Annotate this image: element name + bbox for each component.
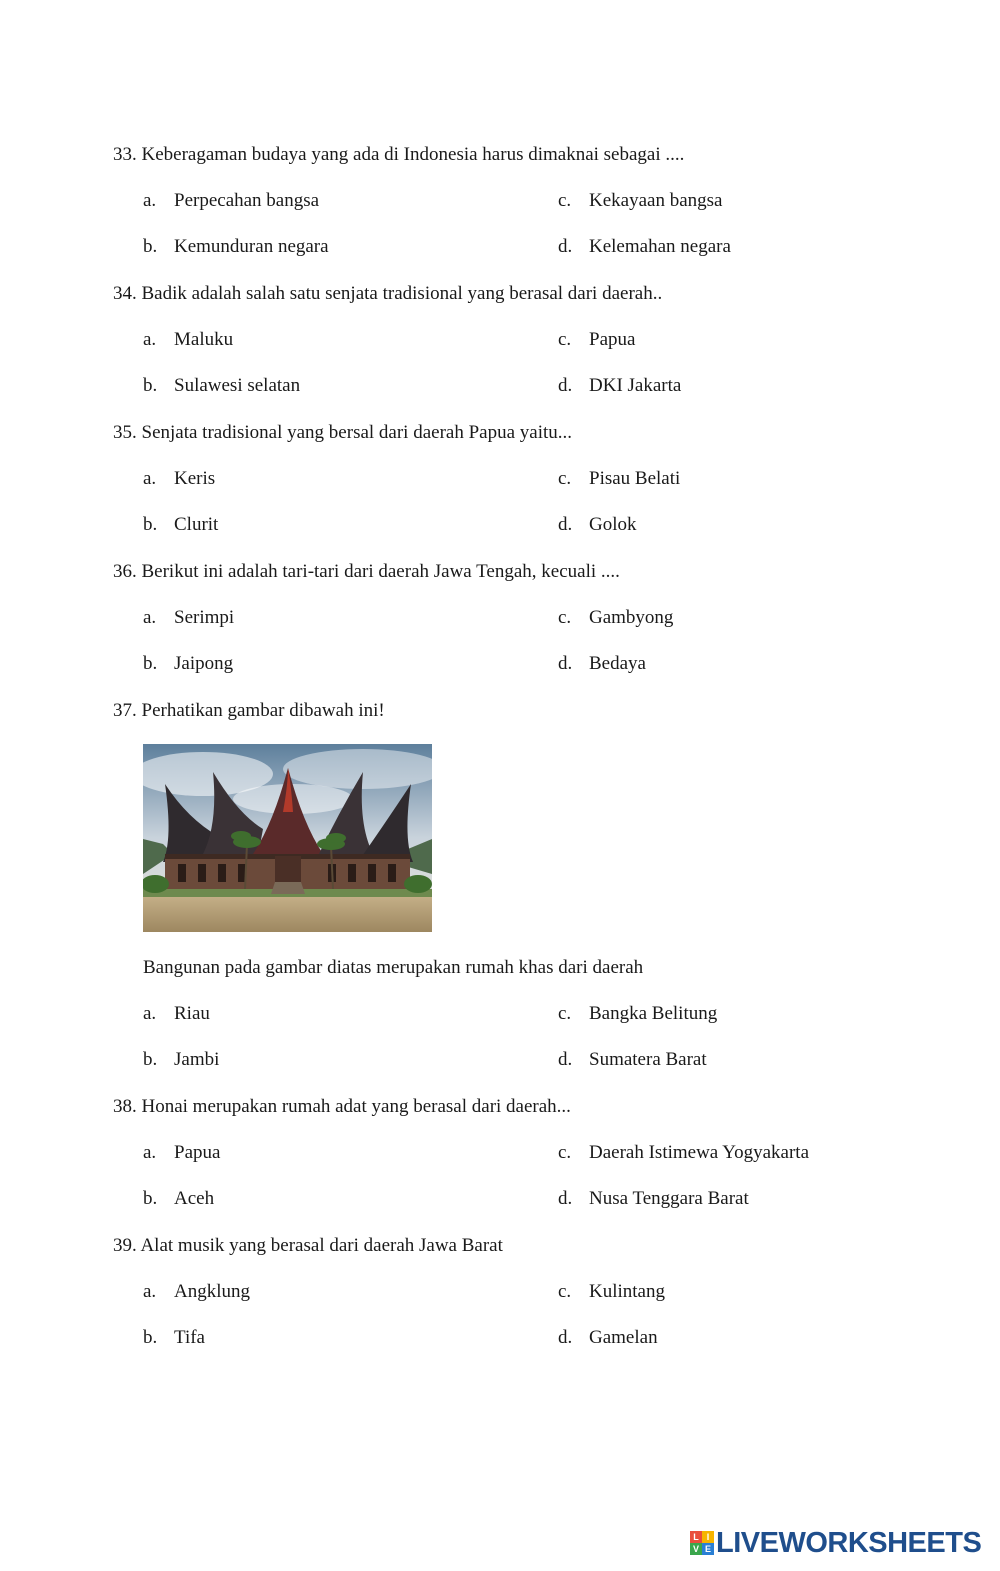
option-letter: a. xyxy=(143,1142,157,1163)
option-38-c[interactable] xyxy=(558,1141,809,1165)
option-36-c[interactable] xyxy=(558,606,673,630)
option-letter: c. xyxy=(558,607,572,628)
option-35-a[interactable] xyxy=(143,467,215,491)
option-35-d[interactable] xyxy=(558,513,637,537)
option-text: Gamelan xyxy=(589,1327,658,1348)
question-33-text: 33. Keberagaman budaya yang ada di Indonesia harus dimaknai sebagai .... xyxy=(113,144,685,165)
option-35-b[interactable] xyxy=(143,513,218,537)
question-35-text: 35. Senjata tradisional yang bersal dari daerah Papua yaitu... xyxy=(113,422,573,443)
rumah-gadang-photo xyxy=(143,744,432,932)
option-letter: c. xyxy=(558,468,572,489)
question-39-text: 39. Alat musik yang berasal dari daerah Jawa Barat xyxy=(113,1235,503,1256)
option-34-d[interactable] xyxy=(558,374,681,398)
question-34-text: 34. Badik adalah salah satu senjata tradisional yang berasal dari daerah.. xyxy=(113,283,663,304)
option-34-a[interactable] xyxy=(143,328,233,352)
option-letter: a. xyxy=(143,468,157,489)
option-33-d[interactable] xyxy=(558,235,731,259)
option-letter: a. xyxy=(143,1281,157,1302)
option-text: DKI Jakarta xyxy=(589,375,682,396)
brand-text: LIVEWORKSHEETS xyxy=(716,1526,982,1559)
option-text: Papua xyxy=(589,329,636,350)
option-text: Jambi xyxy=(174,1049,220,1070)
option-text: Daerah Istimewa Yogyakarta xyxy=(589,1142,810,1163)
option-37-a[interactable] xyxy=(143,1002,210,1026)
option-text: Bedaya xyxy=(589,653,646,674)
option-34-b[interactable] xyxy=(143,374,300,398)
option-letter: c. xyxy=(558,1281,572,1302)
option-letter: b. xyxy=(143,1327,158,1348)
question-38-text: 38. Honai merupakan rumah adat yang berasal dari daerah... xyxy=(113,1096,571,1117)
option-39-d[interactable] xyxy=(558,1326,658,1350)
option-letter: b. xyxy=(143,653,158,674)
option-35-c[interactable] xyxy=(558,467,680,491)
option-text: Golok xyxy=(589,514,637,535)
question-37-subtext: Bangunan pada gambar diatas merupakan rumah khas dari daerah xyxy=(143,957,644,978)
option-text: Nusa Tenggara Barat xyxy=(589,1188,749,1209)
option-text: Perpecahan bangsa xyxy=(174,190,320,211)
option-letter: d. xyxy=(558,653,573,674)
liveworksheets-logo-icon xyxy=(690,1531,714,1555)
option-text: Kulintang xyxy=(589,1281,665,1302)
option-letter: a. xyxy=(143,190,157,211)
option-letter: d. xyxy=(558,1049,573,1070)
option-text: Clurit xyxy=(174,514,219,535)
logo-letter: V xyxy=(690,1543,702,1555)
option-text: Aceh xyxy=(174,1188,215,1209)
liveworksheets-brand[interactable] xyxy=(690,1526,981,1560)
option-39-b[interactable] xyxy=(143,1326,205,1350)
option-letter: c. xyxy=(558,1003,572,1024)
option-36-d[interactable] xyxy=(558,652,646,676)
option-37-b[interactable] xyxy=(143,1048,219,1072)
option-letter: c. xyxy=(558,1142,572,1163)
option-text: Sulawesi selatan xyxy=(174,375,301,396)
option-letter: b. xyxy=(143,1188,158,1209)
option-text: Kekayaan bangsa xyxy=(589,190,723,211)
option-letter: d. xyxy=(558,1188,573,1209)
logo-letter: E xyxy=(702,1543,714,1555)
option-38-b[interactable] xyxy=(143,1187,214,1211)
option-text: Gambyong xyxy=(589,607,674,628)
option-letter: d. xyxy=(558,236,573,257)
option-33-b[interactable] xyxy=(143,235,329,259)
option-39-c[interactable] xyxy=(558,1280,665,1304)
option-36-a[interactable] xyxy=(143,606,234,630)
logo-letter: L xyxy=(690,1531,702,1543)
option-38-d[interactable] xyxy=(558,1187,749,1211)
logo-letter: I xyxy=(702,1531,714,1543)
option-text: Maluku xyxy=(174,329,234,350)
option-text: Bangka Belitung xyxy=(589,1003,718,1024)
option-37-c[interactable] xyxy=(558,1002,717,1026)
option-letter: b. xyxy=(143,375,158,396)
option-text: Serimpi xyxy=(174,607,235,628)
option-letter: c. xyxy=(558,190,572,211)
option-letter: a. xyxy=(143,607,157,628)
question-36-text: 36. Berikut ini adalah tari-tari dari daerah Jawa Tengah, kecuali .... xyxy=(113,561,620,582)
option-text: Kemunduran negara xyxy=(174,236,329,257)
option-letter: b. xyxy=(143,514,158,535)
option-text: Papua xyxy=(174,1142,221,1163)
option-text: Riau xyxy=(174,1003,210,1024)
option-text: Jaipong xyxy=(174,653,234,674)
option-text: Keris xyxy=(174,468,216,489)
question-37-text: 37. Perhatikan gambar dibawah ini! xyxy=(113,700,385,721)
option-33-a[interactable] xyxy=(143,189,319,213)
option-letter: a. xyxy=(143,329,157,350)
option-33-c[interactable] xyxy=(558,189,722,213)
option-letter: b. xyxy=(143,236,158,257)
option-36-b[interactable] xyxy=(143,652,233,676)
option-letter: b. xyxy=(143,1049,158,1070)
option-letter: a. xyxy=(143,1003,157,1024)
option-text: Pisau Belati xyxy=(589,468,681,489)
option-text: Angklung xyxy=(174,1281,250,1302)
option-39-a[interactable] xyxy=(143,1280,250,1304)
option-text: Kelemahan negara xyxy=(589,236,731,257)
option-text: Sumatera Barat xyxy=(589,1049,707,1070)
option-38-a[interactable] xyxy=(143,1141,220,1165)
option-letter: c. xyxy=(558,329,572,350)
option-letter: d. xyxy=(558,375,573,396)
option-34-c[interactable] xyxy=(558,328,635,352)
option-letter: d. xyxy=(558,514,573,535)
option-letter: d. xyxy=(558,1327,573,1348)
option-text: Tifa xyxy=(174,1327,205,1348)
option-37-d[interactable] xyxy=(558,1048,707,1072)
